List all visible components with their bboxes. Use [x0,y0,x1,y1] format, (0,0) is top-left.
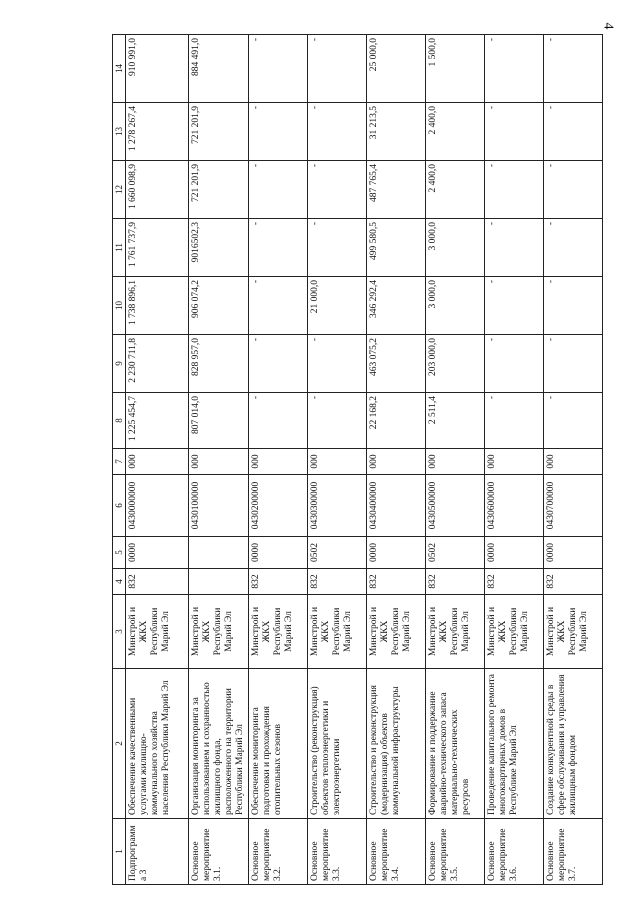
table-row [366,35,425,885]
program-code: Основное мероприятие 3.6. [484,819,543,885]
program-name: Обеспечение качественными услугами жилищно-коммунального хозяйства населения Республики Марий Эл [126,669,189,819]
value-cell: 3 000,0 [425,277,484,335]
grbs-code: 832 [248,569,307,595]
header-cell: 5 [113,537,126,569]
value-cell: - [307,219,366,277]
program-name: Формирование и поддержание аварийно-технического запаса материально-технических ресурсов [425,669,484,819]
value-cell: 463 075,2 [366,335,425,393]
program-name: Организация мониторинга за использованием и сохранностью жилищного фонда, расположенного на территории Республики Марий Эл [189,669,249,819]
program-name: Обеспечение мониторинга подготовки и прохождения отопительных сезонов [248,669,307,819]
value-cell: 499 580,5 [366,219,425,277]
responsible-executor: Минстрой и ЖКХ Республики Марий Эл [484,595,543,669]
value-cell: - [484,161,543,219]
csr-code: 0430400000 [366,475,425,537]
rzpr-code: 0502 [307,537,366,569]
value-cell: - [484,35,543,103]
value-cell: 3 000,0 [425,219,484,277]
header-row [113,35,126,885]
value-cell: 2 400,0 [425,161,484,219]
table-row [484,35,543,885]
value-cell: 346 292,4 [366,277,425,335]
value-cell: 828 957,0 [189,335,249,393]
value-cell: 1 738 896,1 [126,277,189,335]
value-cell: 31 213,5 [366,103,425,161]
header-cell: 14 [113,35,126,103]
program-code: Основное мероприятие 3.5. [425,819,484,885]
program-name: Создание конкурентной среды в сфере обслуживания и управления жилищным фондом [543,669,602,819]
value-cell: - [307,393,366,449]
program-name: Проведение капитального ремонта многоквартирных домов в Республике Марий Эл [484,669,543,819]
rzpr-code: 0000 [484,537,543,569]
header-cell: 1 [113,819,126,885]
value-cell: - [248,393,307,449]
vr-code: 000 [366,449,425,475]
responsible-executor: Минстрой и ЖКХ Республики Марий Эл [425,595,484,669]
value-cell: - [543,219,602,277]
rzpr-code: 0000 [366,537,425,569]
value-cell: 21 000,0 [307,277,366,335]
csr-code: 0430000000 [126,475,189,537]
vr-code: 000 [126,449,189,475]
responsible-executor: Минстрой и ЖКХ Республики Марий Эл [366,595,425,669]
header-cell: 13 [113,103,126,161]
program-code: Основное мероприятие 3.2. [248,819,307,885]
responsible-executor: Минстрой и ЖКХ Республики Марий Эл [126,595,189,669]
table-row [425,35,484,885]
program-name: Строительство и реконструкция (модернизация) объектов коммунальной инфраструктуры [366,669,425,819]
program-code: Основное мероприятие 3.4. [366,819,425,885]
header-cell: 2 [113,669,126,819]
header-cell: 4 [113,569,126,595]
responsible-executor: Минстрой и ЖКХ Республики Марий Эл [189,595,249,669]
value-cell: 1 500,0 [425,35,484,103]
header-cell: 12 [113,161,126,219]
header-cell: 10 [113,277,126,335]
value-cell: - [248,277,307,335]
value-cell: 721 201,9 [189,161,249,219]
csr-code: 0430200000 [248,475,307,537]
program-code: Подпрограмма 3 [126,819,189,885]
table-row [126,35,189,885]
value-cell: 1 225 454,7 [126,393,189,449]
value-cell: - [248,219,307,277]
value-cell: 884 491,0 [189,35,249,103]
responsible-executor: Минстрой и ЖКХ Республики Марий Эл [543,595,602,669]
budget-table [112,34,603,885]
value-cell: - [248,161,307,219]
rzpr-code: 0000 [126,537,189,569]
value-cell: - [307,335,366,393]
program-code: Основное мероприятие 3.3. [307,819,366,885]
grbs-code: 832 [543,569,602,595]
grbs-code: 832 [425,569,484,595]
value-cell: - [484,277,543,335]
rzpr-code: 0502 [425,537,484,569]
value-cell: - [543,161,602,219]
table-row [248,35,307,885]
program-name: Строительство (реконструкция) объектов теплоэнергетики и электроэнергетики [307,669,366,819]
value-cell: 9016502,3 [189,219,249,277]
value-cell: - [248,103,307,161]
rzpr-code [189,537,249,569]
value-cell: 2 400,0 [425,103,484,161]
grbs-code: 832 [366,569,425,595]
value-cell: - [484,393,543,449]
table-row [543,35,602,885]
value-cell: - [484,219,543,277]
grbs-code: 832 [484,569,543,595]
header-cell: 7 [113,449,126,475]
vr-code: 000 [543,449,602,475]
program-code: Основное мероприятие 3.1. [189,819,249,885]
value-cell: - [543,335,602,393]
rzpr-code: 0000 [248,537,307,569]
csr-code: 0430600000 [484,475,543,537]
csr-code: 0430300000 [307,475,366,537]
value-cell: - [543,103,602,161]
header-cell: 8 [113,393,126,449]
value-cell: - [248,35,307,103]
responsible-executor: Минстрой и ЖКХ Республики Марий Эл [248,595,307,669]
value-cell: - [543,393,602,449]
value-cell: - [307,103,366,161]
value-cell: - [543,35,602,103]
value-cell: 721 201,9 [189,103,249,161]
csr-code: 0430700000 [543,475,602,537]
table-row [189,35,249,885]
value-cell: 487 765,4 [366,161,425,219]
header-cell: 9 [113,335,126,393]
vr-code: 000 [248,449,307,475]
value-cell: 25 000,0 [366,35,425,103]
value-cell: 203 000,0 [425,335,484,393]
header-cell: 6 [113,475,126,537]
value-cell: 22 168,2 [366,393,425,449]
value-cell: 1 278 267,4 [126,103,189,161]
value-cell: 2 230 711,8 [126,335,189,393]
value-cell: 910 991,0 [126,35,189,103]
value-cell: - [307,161,366,219]
vr-code: 000 [425,449,484,475]
value-cell: - [484,103,543,161]
value-cell: - [543,277,602,335]
grbs-code [189,569,249,595]
rotated-table-container [112,35,632,885]
grbs-code: 832 [307,569,366,595]
csr-code: 0430500000 [425,475,484,537]
page-number: 4 [600,22,616,30]
responsible-executor: Минстрой и ЖКХ Республики Марий Эл [307,595,366,669]
grbs-code: 832 [126,569,189,595]
value-cell: 906 074,2 [189,277,249,335]
value-cell: - [307,35,366,103]
header-cell: 3 [113,595,126,669]
rzpr-code: 0000 [543,537,602,569]
csr-code: 0430100000 [189,475,249,537]
program-code: Основное мероприятие 3.7. [543,819,602,885]
value-cell: - [484,335,543,393]
vr-code: 000 [484,449,543,475]
table-row [307,35,366,885]
vr-code: 000 [307,449,366,475]
value-cell: 807 014,0 [189,393,249,449]
value-cell: - [248,335,307,393]
value-cell: 1 660 098,9 [126,161,189,219]
value-cell: 1 761 737,9 [126,219,189,277]
vr-code: 000 [189,449,249,475]
header-cell: 11 [113,219,126,277]
value-cell: 2 511,4 [425,393,484,449]
